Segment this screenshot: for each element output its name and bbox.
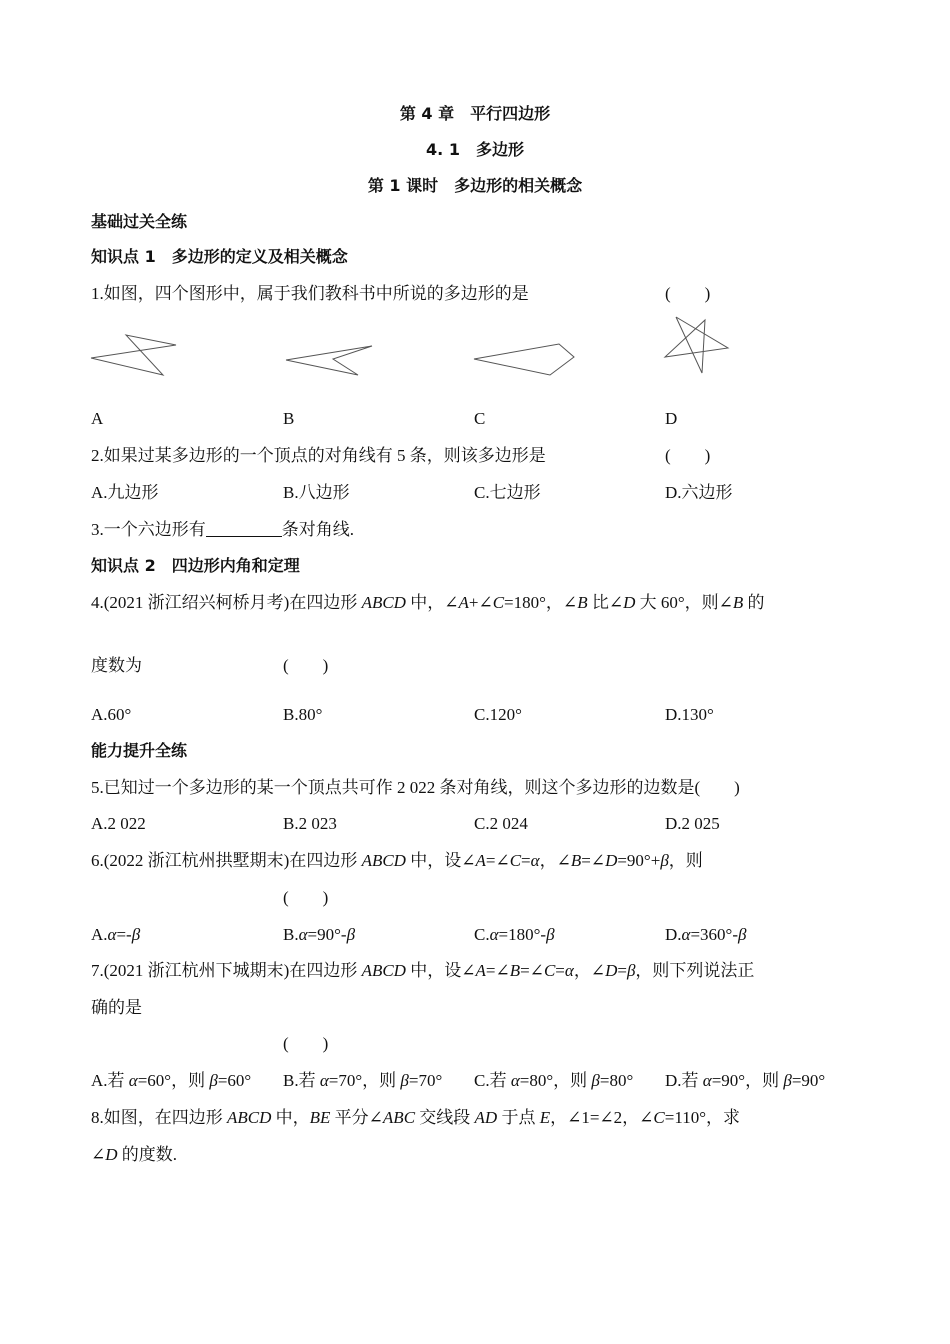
- figure-c-convex-pentagon: [470, 338, 580, 380]
- question-7-option-d: D.若 α=90°，则 β=90°: [665, 1071, 826, 1090]
- question-4-answer-paren: ( ): [283, 656, 329, 675]
- question-6-option-a: A.α=-β: [91, 925, 141, 944]
- question-4-option-d: D.130°: [665, 705, 714, 724]
- question-5-option-b: B.2 023: [283, 814, 337, 833]
- question-4-option-a: A.60°: [91, 705, 132, 724]
- figure-a-crossed-quadrilateral: [86, 330, 181, 380]
- figure-d-star: [660, 313, 735, 381]
- question-6-option-d: D.α=360°-β: [665, 925, 747, 944]
- knowledge-point-1: 知识点 1 多边形的定义及相关概念: [91, 247, 348, 266]
- figure-label-d: D: [665, 409, 678, 428]
- knowledge-point-2: 知识点 2 四边形内角和定理: [91, 556, 300, 575]
- question-2-option-d: D.六边形: [665, 483, 733, 502]
- question-3-blank: [206, 520, 282, 537]
- question-7-option-b: B.若 α=70°，则 β=70°: [283, 1071, 443, 1090]
- question-5-text: 5.已知过一个多边形的某一个顶点共可作 2 022 条对角线，则这个多边形的边数是( ): [91, 778, 740, 797]
- section-basic: 基础过关全练: [91, 212, 188, 231]
- section-ability: 能力提升全练: [91, 741, 188, 760]
- question-7-text: 7.(2021 浙江杭州下城期末)在四边形 ABCD 中，设∠A=∠B=∠C=α，∠D=β，则下列说法正: [91, 961, 755, 980]
- question-2-answer-paren: ( ): [665, 446, 711, 465]
- question-7-answer-paren: ( ): [283, 1034, 329, 1053]
- question-6-option-c: C.α=180°-β: [474, 925, 555, 944]
- question-2-text: 2.如果过某多边形的一个顶点的对角线有 5 条，则该多边形是: [91, 446, 546, 465]
- question-6-text: 6.(2022 浙江杭州拱墅期末)在四边形 ABCD 中，设∠A=∠C=α，∠B=∠D=90°+β，则: [91, 851, 703, 870]
- question-4-text-line2: 度数为: [91, 656, 142, 675]
- question-7-option-a: A.若 α=60°，则 β=60°: [91, 1071, 252, 1090]
- figure-b-concave-triangle: [283, 340, 378, 380]
- question-6-answer-paren: ( ): [283, 888, 329, 907]
- question-8-text-line2: ∠D 的度数.: [91, 1145, 178, 1164]
- figure-label-b: B: [283, 409, 295, 428]
- question-7-option-c: C.若 α=80°，则 β=80°: [474, 1071, 634, 1090]
- question-2-option-c: C.七边形: [474, 483, 541, 502]
- question-4-option-b: B.80°: [283, 705, 323, 724]
- section-title: 4. 1 多边形: [426, 140, 524, 159]
- question-1-text: 1.如图，四个图形中，属于我们教科书中所说的多边形的是: [91, 284, 529, 303]
- question-6-option-b: B.α=90°-β: [283, 925, 356, 944]
- question-8-text: 8.如图，在四边形 ABCD 中，BE 平分∠ABC 交线段 AD 于点 E，∠1=∠2，∠C=110°，求: [91, 1108, 741, 1127]
- figure-label-c: C: [474, 409, 486, 428]
- question-2-option-a: A.九边形: [91, 483, 159, 502]
- lesson-title: 第 1 课时 多边形的相关概念: [367, 176, 583, 195]
- question-7-text-line2: 确的是: [91, 998, 142, 1017]
- question-4-option-c: C.120°: [474, 705, 522, 724]
- question-5-option-a: A.2 022: [91, 814, 146, 833]
- question-4-text: 4.(2021 浙江绍兴柯桥月考)在四边形 ABCD 中，∠A+∠C=180°，∠B 比∠D 大 60°，则∠B 的: [91, 593, 765, 612]
- question-5-option-c: C.2 024: [474, 814, 528, 833]
- chapter-title: 第 4 章 平行四边形: [399, 104, 551, 123]
- question-5-option-d: D.2 025: [665, 814, 720, 833]
- question-1-answer-paren: ( ): [665, 284, 711, 303]
- question-2-option-b: B.八边形: [283, 483, 350, 502]
- figure-label-a: A: [91, 409, 104, 428]
- question-3-text: 3.一个六边形有 条对角线.: [91, 520, 354, 539]
